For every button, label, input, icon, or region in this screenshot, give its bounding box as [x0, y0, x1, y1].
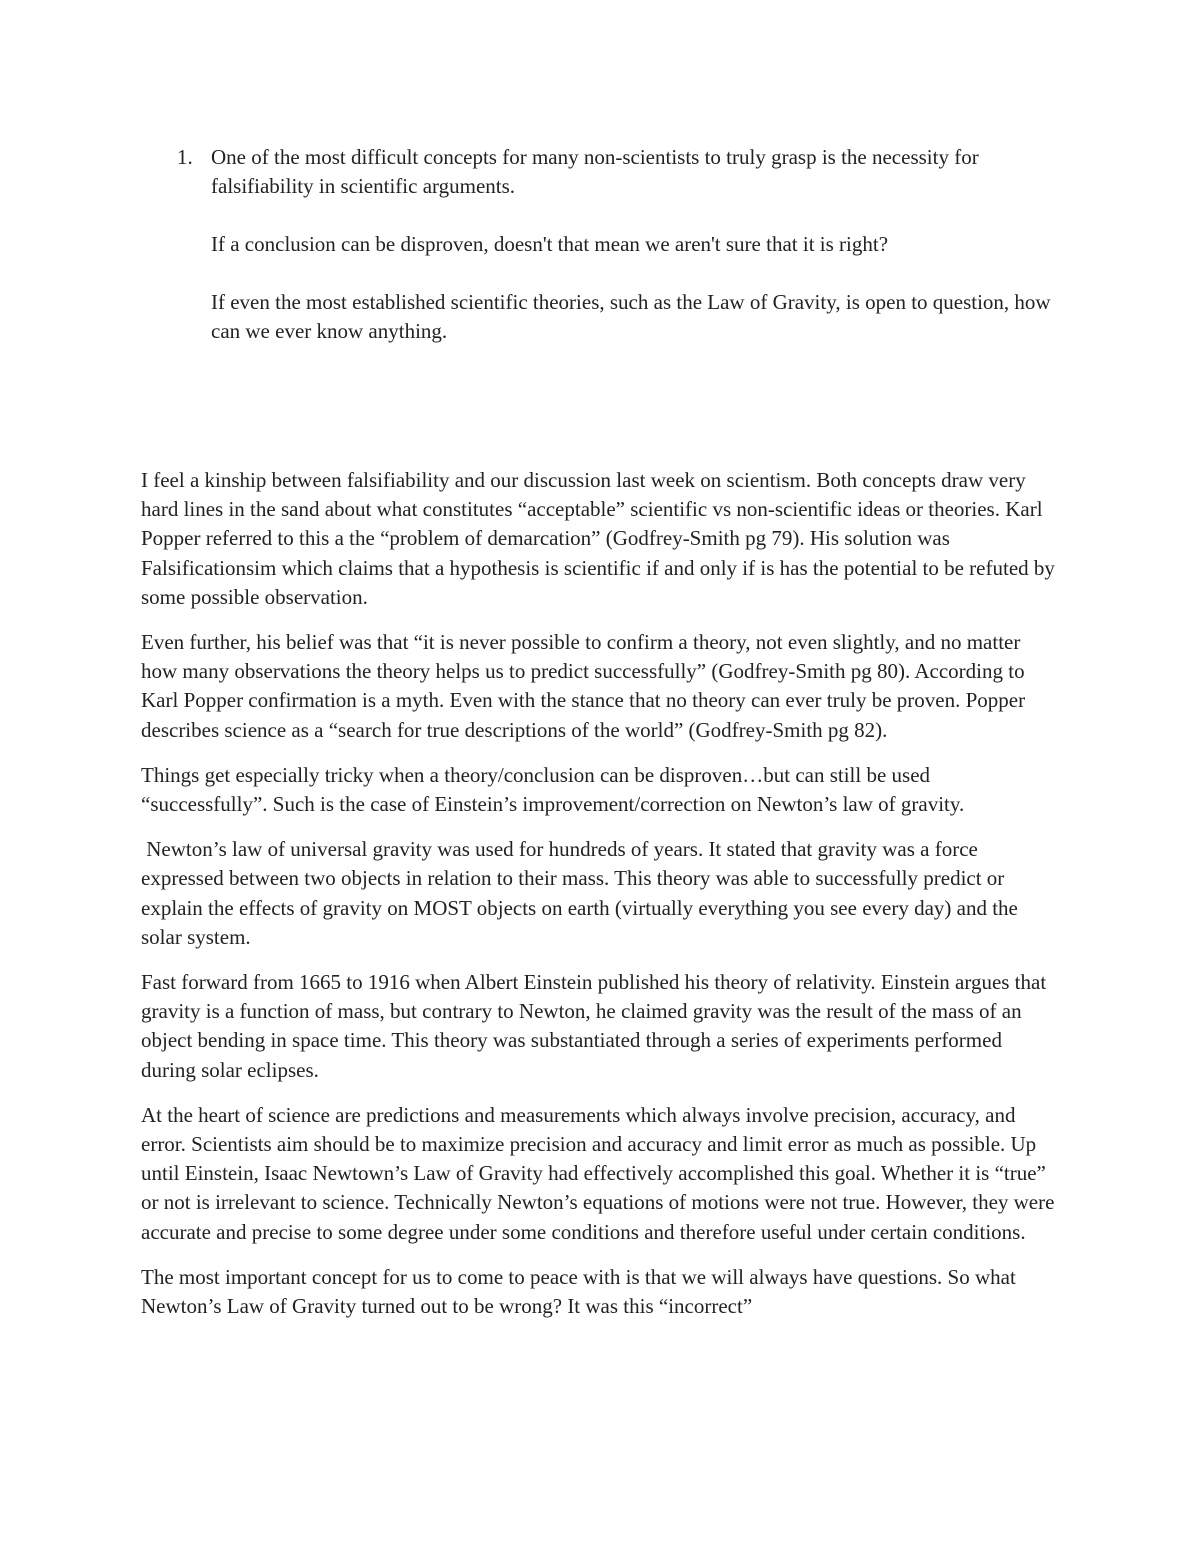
question-body: [211, 143, 1057, 375]
question-paragraph: If a conclusion can be disproven, doesn't that mean we aren't sure that it is right?: [211, 232, 889, 256]
question-paragraph: One of the most difficult concepts for many non-scientists to truly grasp is the necessity for falsifiability in scientific arguments.: [211, 145, 979, 198]
list-item: [177, 143, 1057, 375]
essay-paragraph: Even further, his belief was that “it is never possible to confirm a theory, not even slightly, and no matter how many observations the theory helps us to predict successfully” (Godfrey-Smith pg 80). According to Karl Popper confirmation is a myth. Even with the stance that no theory can ever truly be proven. Popper describes science as a “search for true descriptions of the world” (Godfrey-Smith pg 82).: [141, 630, 1026, 742]
list-number: 1.: [177, 145, 193, 169]
essay-paragraph: I feel a kinship between falsifiability and our discussion last week on scientism. Both concepts draw very hard lines in the sand about what constitutes “acceptable” scientific vs non-scientific ideas or theories. Karl Popper referred to this a the “problem of demarcation” (Godfrey-Smith pg 79). His solution was Falsificationsim which claims that a hypothesis is scientific if and only if is has the potential to be refuted by some possible observation.: [141, 468, 1055, 609]
question-paragraph: If even the most established scientific theories, such as the Law of Gravity, is open to question, how can we ever know anything.: [211, 290, 1051, 343]
essay-body: [141, 466, 1056, 1337]
essay-paragraph: Things get especially tricky when a theory/conclusion can be disproven…but can still be used “successfully”. Such is the case of Einstein’s improvement/correction on Newton’s law of gravity.: [141, 762, 965, 817]
essay-paragraph: Newton’s law of universal gravity was used for hundreds of years. It stated that gravity was a force expressed between two objects in relation to their mass. This theory was able to successfully predict or explain the effects of gravity on MOST objects on earth (virtually everything you see every day) and the solar system.: [141, 837, 1024, 949]
essay-paragraph: The most important concept for us to come to peace with is that we will always have questions. So what Newton’s Law of Gravity turned out to be wrong? It was this “incorrect”: [141, 1264, 1016, 1319]
essay-paragraph: At the heart of science are predictions and measurements which always involve precision, accuracy, and error. Scientists aim should be to maximize precision and accuracy and limit error as much as possible. Up until Einstein, Isaac Newtown’s Law of Gravity had effectively accomplished this goal. Whether it is “true” or not is irrelevant to science. Technically Newton’s equations of motions were not true. However, they were accurate and precise to some degree under some conditions and therefore useful under certain conditions.: [141, 1102, 1055, 1244]
essay-paragraph: Fast forward from 1665 to 1916 when Albert Einstein published his theory of relativity. Einstein argues that gravity is a function of mass, but contrary to Newton, he claimed gravity was the result of the mass of an object bending in space time. This theory was substantiated through a series of experiments performed during solar eclipses.: [141, 970, 1047, 1082]
numbered-question: [177, 143, 1057, 375]
